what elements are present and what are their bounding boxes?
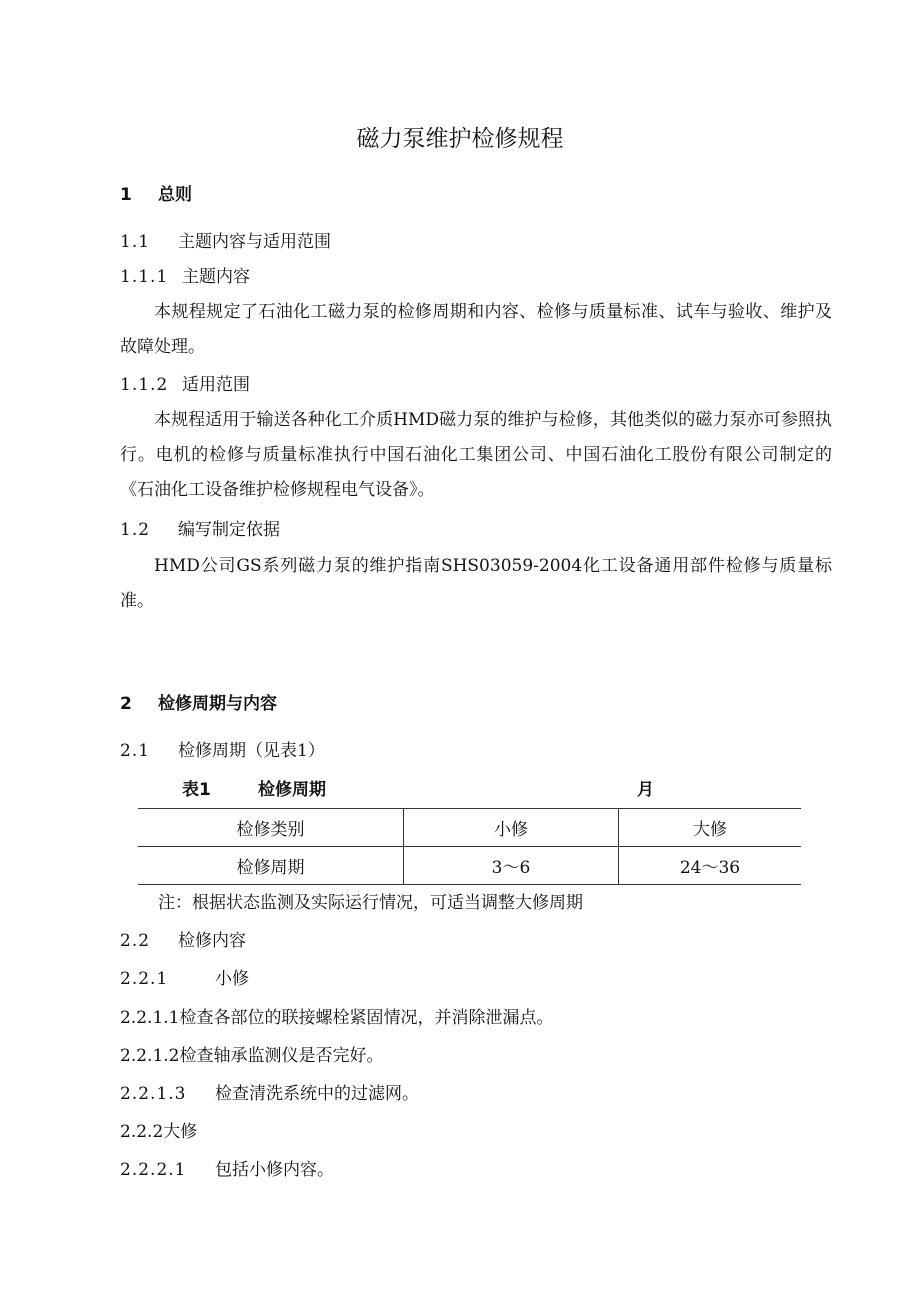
- section-2-2-heading: 检修内容: [178, 931, 246, 951]
- table-unit: 月: [637, 780, 654, 800]
- item-2-2-2-1-text: 包括小修内容。: [215, 1160, 334, 1180]
- item-2-2-1-1: 2.2.1.1检查各部位的联接螺栓紧固情况，并消除泄漏点。: [120, 1008, 554, 1028]
- section-1-heading: 总则: [158, 185, 192, 205]
- table-label: 表1: [182, 780, 211, 800]
- section-1-number: 1: [120, 185, 132, 205]
- section-2-1-number: 2.1: [120, 741, 151, 761]
- item-2-2-2-1-number: 2.2.2.1: [120, 1160, 187, 1180]
- section-2-2-1-heading: 小修: [215, 969, 249, 989]
- paragraph-scope-content: 本规程规定了石油化工磁力泵的检修周期和内容、检修与质量标准、试车与验收、维护及故障处理。: [120, 302, 832, 357]
- table-header-cell: 检修类别: [138, 809, 404, 847]
- document-title: 磁力泵维护检修规程: [356, 126, 564, 152]
- table-header-cell: 小修: [404, 809, 619, 847]
- section-1-1-2-heading: 适用范围: [182, 375, 250, 395]
- table-cell: 24～36: [619, 847, 802, 885]
- section-2-number: 2: [120, 694, 132, 714]
- maintenance-period-table: [138, 808, 801, 885]
- section-2-2-2: 2.2.2大修: [120, 1122, 198, 1142]
- section-1-1-number: 1.1: [120, 232, 151, 252]
- table-note: 注：根据状态监测及实际运行情况，可适当调整大修周期: [158, 893, 583, 913]
- table-header-row: [138, 809, 801, 847]
- section-1-1-1-heading: 主题内容: [182, 267, 250, 287]
- paragraph-applicability: 本规程适用于输送各种化工介质HMD磁力泵的维护与检修，其他类似的磁力泵亦可参照执行。电机的检修与质量标准执行中国石油化工集团公司、中国石油化工股份有限公司制定的《石油化工设备维护检修规程电气设备》。: [120, 410, 832, 500]
- section-2-1-heading: 检修周期（见表1）: [178, 741, 325, 761]
- table-title: 检修周期: [258, 780, 326, 800]
- section-1-1-heading: 主题内容与适用范围: [178, 232, 331, 252]
- item-2-2-1-3-number: 2.2.1.3: [120, 1084, 187, 1104]
- section-2-heading: 检修周期与内容: [158, 694, 277, 714]
- table-row: [138, 847, 801, 885]
- section-1-2-number: 1.2: [120, 520, 151, 540]
- item-2-2-1-2: 2.2.1.2检查轴承监测仪是否完好。: [120, 1046, 384, 1066]
- table-cell: 3～6: [404, 847, 619, 885]
- section-2-2-number: 2.2: [120, 931, 151, 951]
- paragraph-basis: HMD公司GS系列磁力泵的维护指南SHS03059-2004化工设备通用部件检修与质量标准。: [120, 556, 832, 611]
- section-1-1-1-number: 1.1.1: [120, 267, 169, 287]
- item-2-2-1-3-text: 检查清洗系统中的过滤网。: [215, 1084, 419, 1104]
- section-1-1-2-number: 1.1.2: [120, 375, 169, 395]
- table-cell: 检修周期: [138, 847, 404, 885]
- table-header-cell: 大修: [619, 809, 802, 847]
- section-2-2-1-number: 2.2.1: [120, 969, 169, 989]
- section-1-2-heading: 编写制定依据: [178, 520, 280, 540]
